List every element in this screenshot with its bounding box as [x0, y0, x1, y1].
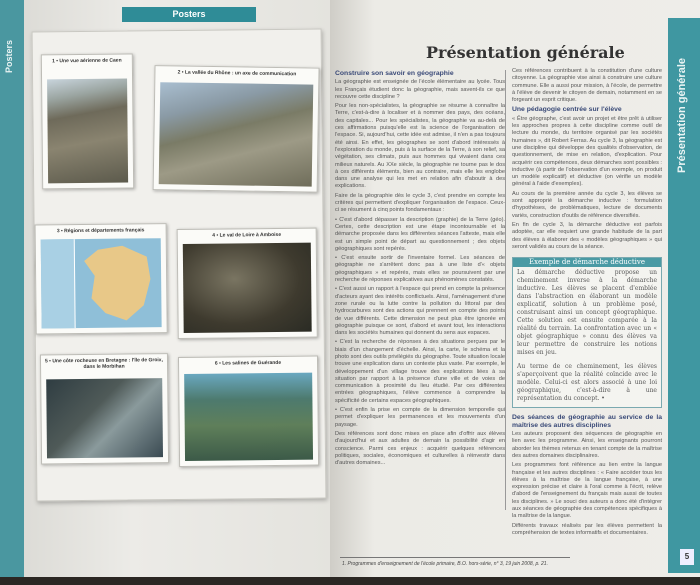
- paragraph: Au cours de la première année du cycle 3, les élèves se sont approprié la démarche inductive : formulation d'hypothèses, de problématiques, lecture de documents variés, construction d'outils de référence diversifiés.: [512, 190, 662, 219]
- right-side-strip: [668, 18, 700, 573]
- aerial-photo-rhone: [159, 82, 314, 186]
- photo-groix-coast: [46, 378, 163, 458]
- paragraph: Les auteurs proposent des séquences de géographie en lien avec les programme. Ainsi, les enseignants pourront aborder les thèmes retenus en tenant compte de la maîtrise des autres domaines disciplinaires.: [512, 431, 662, 459]
- column-divider: [505, 70, 506, 510]
- example-box: [512, 257, 662, 408]
- aerial-photo-caen: [47, 79, 128, 184]
- section-heading: Des séances de géographie au service de la maîtrise des autres disciplines: [512, 414, 662, 429]
- section-heading: Construire son savoir en géographie: [335, 70, 454, 77]
- example-title: Exemple de démarche déductive: [513, 258, 661, 267]
- poster-caption: 6 • Les salines de Guérande: [214, 359, 282, 367]
- paragraph: Ces références contribuent à la constitution d'une culture citoyenne. La géographie vise ainsi à construire une culture commune. Elle a aussi pour mission, à l'école, de permettre à l'élève de devenir le citoyen de demain, notamment en se forgeant un esprit critique.: [512, 68, 662, 104]
- paragraph: • C'est la recherche de réponses à des situations perçues par le biais d'un changement d'échelle. Ainsi, la carte, le schéma et la photo sont des outils privilégiés du géographe. Toute situation locale trouve une explication dans un contexte plus vaste. Par exemple, le développement d'un village trouve des explications liées à sa situation par rapport à la présence d'une ville et de voies de communication à proximité du lieu étudié. Par ces différentes entrées géographiques, l'élève commence à comprendre la spécificité de certains espaces géographiques.: [335, 339, 505, 404]
- paragraph: La démarche déductive propose un cheminement inverse à la démarche inductive. Les élèves se placent d'emblée dans l'abstraction en élaborant un modèle explicatif, solution à un problème posé, construisant ainsi un concept géographique. Cette solution est ensuite comparée à la réalité du terrain. La confrontation avec un « objet géographique » connu des élèves va leur permettre de construire les notions mises en jeu.: [517, 269, 657, 357]
- poster-sheet: [32, 28, 327, 501]
- paragraph: Au terme de ce cheminement, les élèves s'aperçoivent que la réalité coïncide avec le modèle. Celui-ci est alors associé à une loi géographique, c'est-à-dire à une représentation du concept. •: [517, 363, 657, 403]
- left-page: [0, 0, 332, 585]
- poster-caption: 3 • Régions et départements français: [56, 227, 145, 235]
- paragraph: Différents travaux réalisés par les élèves permettent la compréhension de textes informatifs et documentaires.: [512, 522, 662, 536]
- map-france: [41, 238, 162, 328]
- page-title: Présentation générale: [426, 43, 625, 62]
- paragraph: • C'est ensuite sortir de l'inventaire formel. Les séances de géographie ne s'arrêtent donc pas à une liste d'« objets géographiques » et repérés, mais elles se poursuivent par une recherche de réponses explicatives aux phénomènes constatés.: [335, 255, 505, 284]
- side-label: Présentation générale: [676, 58, 688, 173]
- paragraph: Les programmes font référence au lien entre la langue française et les autres disciplines : « Faire accéder tous les élèves à la maîtrise de la langue française, à une expression précise et claire à l'oral comme à l'écrit, relève d'abord de l'enseignement du français mais aussi de toutes les disciplines. » Le souci des auteurs a donc été d'intégrer aux séances de géographie des compétences spécifiques à la maîtrise de la langue.: [512, 462, 662, 520]
- poster-3: [35, 223, 168, 334]
- overseas-insets: [41, 239, 76, 328]
- poster-caption: 2 • La vallée du Rhône : un axe de communication: [177, 69, 297, 78]
- column-1: [335, 68, 505, 469]
- poster-caption: 5 • Une côte rocheuse en Bretagne : l'île de Groix, dans le Morbihan: [44, 357, 164, 371]
- section-heading: Une pédagogie centrée sur l'élève: [512, 106, 622, 114]
- posters-header-tab: Posters: [122, 7, 256, 22]
- poster-5: [40, 353, 169, 464]
- paragraph: La géographie est enseignée de l'école élémentaire au lycée. Tous les Français étudient donc la géographie, mais savent-ils ce que recouvre cette discipline ?: [335, 79, 505, 100]
- aerial-photo-amboise: [183, 243, 312, 333]
- right-page: [330, 0, 700, 585]
- paragraph: « Être géographe, c'est avoir un projet et être prêt à utiliser les approches propres à cette discipline comme outil de lecture du monde, du territoire organisé par les sociétés humaines », dit Robert Ferras. Au cycle 3, la géographie est une discipline qui développe des qualités d'observation, de questionnement, de mise en relation, d'explication. Pour acquérir ces compétences, deux démarches sont possibles : inductive (à partir de l'observation d'un exemple, on produit un modèle explicatif) et déductive (on vérifie un modèle général à l'aide d'exemples).: [512, 115, 662, 188]
- paragraph: • C'est enfin la prise en compte de la dimension temporelle qui permet d'expliquer les permanences et les mouvements d'un paysage.: [335, 407, 505, 428]
- footnote-rule: [340, 557, 570, 558]
- photo-guerande-salines: [184, 373, 313, 461]
- column-2: [512, 68, 662, 539]
- paragraph: En fin de cycle 3, la démarche déductive est parfois adoptée, car elle requiert une grande habitude de la part des élèves à élaborer des « modèles géographiques » qui seront validés au cours de la séance.: [512, 221, 662, 250]
- left-spine-strip: [0, 0, 24, 585]
- poster-2: [153, 65, 320, 193]
- table-surface: [0, 577, 700, 585]
- paragraph: Des références sont donc mises en place afin d'offrir aux élèves d'aujourd'hui et aux adultes de demain la possibilité d'agir en conscience. Parmi ces enjeux : acquérir quelques références politiques, sociales, économiques et culturelles à réinvestir dans d'autres domaines...: [335, 430, 505, 467]
- paragraph: Pour les non-spécialistes, la géographie se résume à connaître la Terre, c'est-à-dire à localiser et à nommer des pays, des océans, des capitales... Pour les spécialistes, la géographie va au-delà de ces affirmations puisqu'elle est la science de l'organisation de l'espace. Si, aujourd'hui, cette idée est admise, il n'en a pas toujours été ainsi. En effet, les géographes se sont d'abord intéressés à l'exploration du monde, puis à la surface de la Terre, à son relief, sa végétation, ses climats, puis aux hommes qui vivaient dans ces milieux naturels. Au XXe siècle, la géographie ne tourne pas le dos à ces différents éléments, bien au contraire, mais elle les englobe dans une analyse qui les met en relation afin d'aboutir à des explications.: [335, 103, 505, 190]
- spine-label: Posters: [4, 40, 14, 74]
- poster-4: [177, 228, 318, 339]
- paragraph: • C'est aussi un rapport à l'espace qui prend en compte la présence d'acteurs ayant des intérêts conflictuels. Ainsi, l'aménagement d'une zone rurale ou la lutte contre la pollution du littoral par des hydrocarbures sont des actions qui prennent en compte des points de vue différents. Cette dimension ne peut plus être ignorée en géographie puisque ce sont, d'abord et avant tout, les interactions dans les sociétés humaines qui donnent du sens aux espaces.: [335, 286, 505, 337]
- poster-caption: 1 • Une vue aérienne de Caen: [52, 57, 122, 65]
- france-shape: [84, 245, 154, 320]
- paragraph: Faire de la géographie dès le cycle 3, c'est prendre en compte les critères qui permettent d'expliquer l'organisation de l'espace. Ceux-ci se résument à cinq points fondamentaux :: [335, 192, 505, 214]
- paragraph: • C'est d'abord dépasser la description (graphie) de la Terre (géo). Certes, cette description est une étape incontournable et la démarche proposée dans les différentes séances l'atteste, mais elle est un simple point de départ au questionnement ; des objets géographiques sont repérés.: [335, 216, 505, 252]
- page-number: 5: [680, 549, 694, 565]
- footnote: 1. Programmes d'enseignement de l'école primaire, B.O. hors-série, n° 3, 19 juin 2008, p. 21.: [342, 561, 548, 567]
- poster-caption: 4 • Le val de Loire à Amboise: [212, 231, 282, 239]
- poster-1: [41, 53, 134, 189]
- poster-6: [178, 356, 319, 467]
